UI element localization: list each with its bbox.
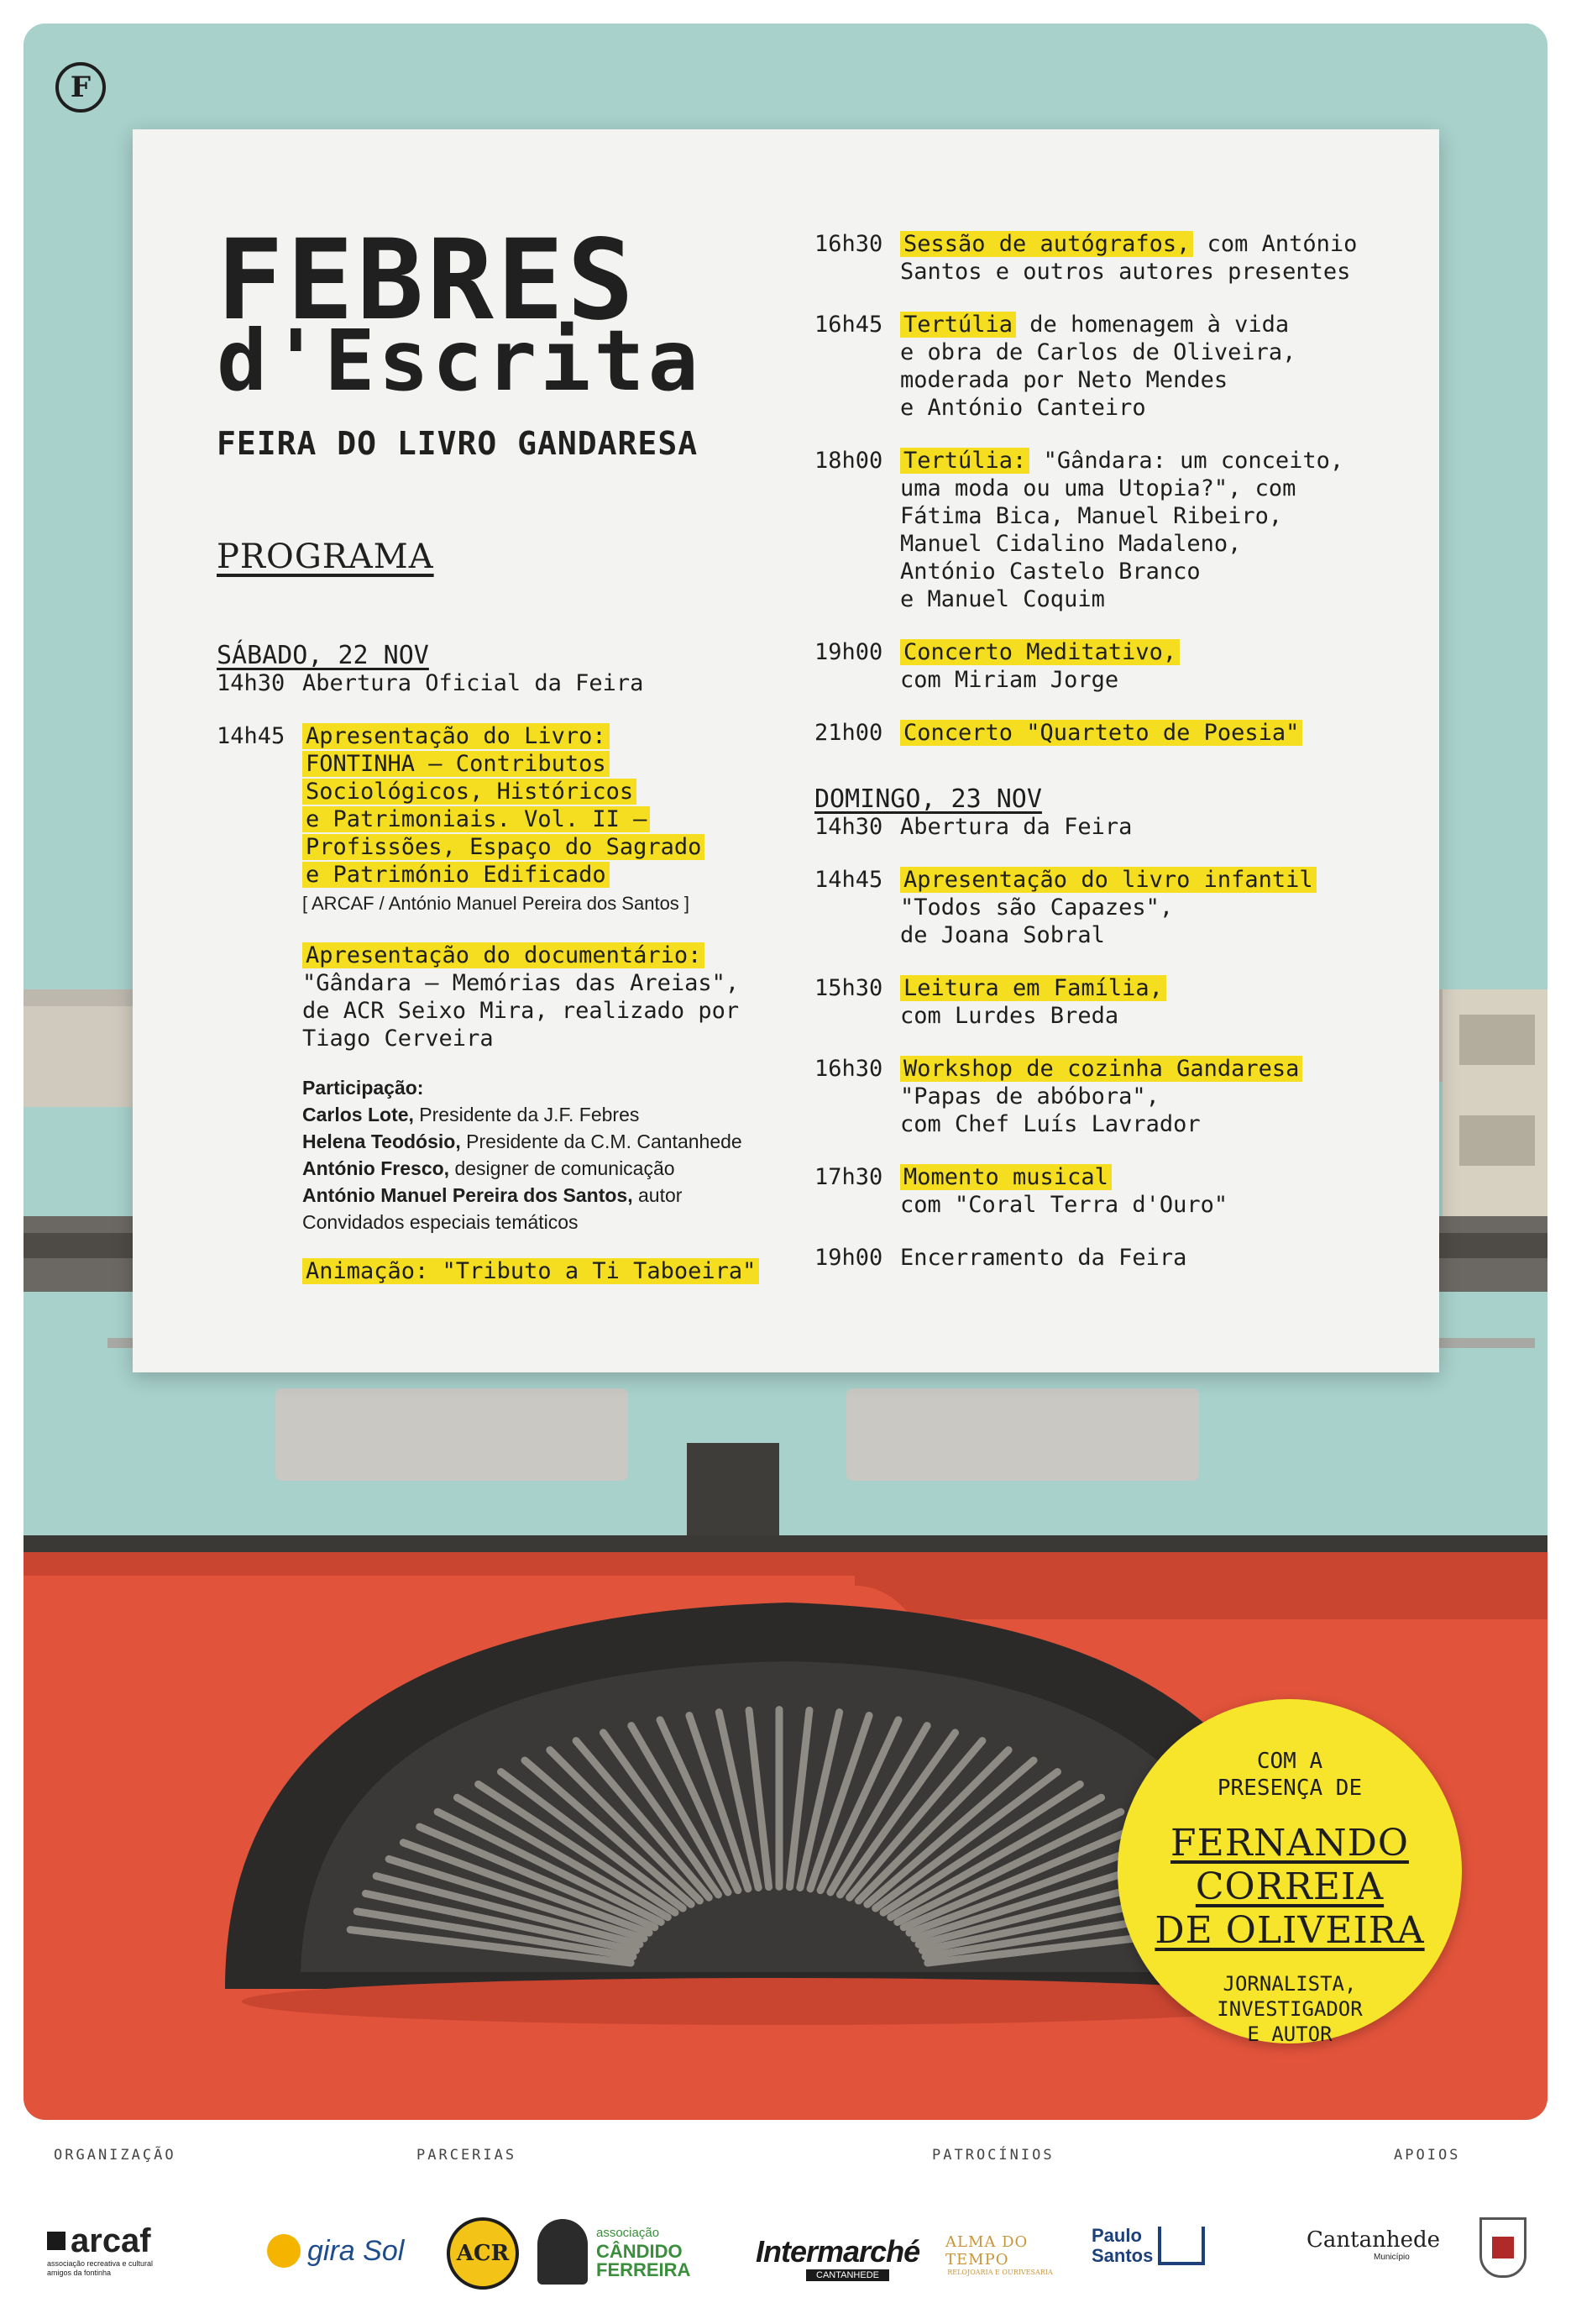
guest-role: JORNALISTA, [1223,1972,1357,1996]
participation-heading: Participação: [302,1077,424,1099]
poster [24,24,1547,2120]
label-apoios: APOIOS [1394,2147,1461,2164]
highlighted-text: Workshop de cozinha Gandaresa [900,1056,1302,1082]
highlighted-text: e Património Edificado [302,862,610,888]
event-line: António Castelo Branco [900,559,1201,585]
highlighted-text: Tertúlia [900,312,1016,338]
sunday-heading: DOMINGO, 23 NOV [814,784,1042,814]
program-item [814,813,1419,841]
program-item [217,722,796,916]
label-patrocinios: PATROCÍNIOS [932,2147,1055,2164]
event-line: de homenagem à vida [1016,312,1290,338]
title-line-1: FEBRES [217,216,637,345]
coat-of-arms-icon [1479,2217,1526,2278]
program-item [217,942,796,1052]
guest-badge [1118,1699,1462,2046]
sunflower-icon [267,2234,301,2268]
program-item [814,719,1419,747]
event-line: "Papas de abóbora", [900,1083,1160,1110]
paper-guide-left [275,1388,628,1481]
program-item [814,447,1419,613]
event-time: 15h30 [814,975,883,1001]
event-description [302,942,796,1052]
program-left-column [217,642,796,1285]
event-line: "Todos são Capazes", [900,894,1174,921]
event-line: Manuel Cidalino Madaleno, [900,531,1242,557]
label-parcerias: PARCERIAS [416,2147,517,2164]
logo-candido-ferreira: associação CÂNDIDO FERREIRA [537,2219,690,2285]
event-description [302,722,796,916]
program-item [814,1163,1419,1219]
sponsors-footer [0,2133,1571,2324]
arcaf-square-icon [47,2232,65,2250]
participant-role: autor [632,1184,683,1206]
program-item [814,1244,1419,1272]
label-organizacao: ORGANIZAÇÃO [54,2147,176,2164]
event-time: 14h30 [814,814,883,840]
logo-paulo-santos: Paulo Santos [1092,2226,1205,2266]
event-line: e obra de Carlos de Oliveira, [900,339,1296,365]
event-line: de ACR Seixo Mira, realizado por [302,998,740,1024]
program-item [217,669,796,697]
guest-intro: COM A [1256,1749,1323,1774]
program-item [814,230,1419,286]
event-time: 16h30 [814,1056,883,1082]
festival-logo: F [55,62,106,113]
program-item [814,1055,1419,1138]
event-description: Encerramento da Feira [900,1245,1187,1271]
logo-girasol: gira Sol [267,2234,404,2268]
participant-name: Carlos Lote, [302,1104,414,1125]
event-line: com "Coral Terra d'Ouro" [900,1192,1228,1218]
event-line: Santos e outros autores presentes [900,259,1351,285]
program-sheet [133,129,1439,1372]
event-time: 14h30 [217,670,285,696]
participation-block [217,1074,796,1235]
highlighted-text: Apresentação do documentário: [302,942,704,968]
event-time: 19h00 [814,1245,883,1271]
left-roller [24,1006,149,1107]
paper-guide-right [846,1388,1199,1481]
guest-role: E AUTOR [1247,2022,1333,2046]
guest-name: CORREIA [1195,1865,1385,1908]
saturday-heading: SÁBADO, 22 NOV [217,641,429,670]
event-line: "Gândara – Memórias das Areias", [302,970,740,996]
title-line-2: d'Escrita [217,312,702,410]
participant-role: Presidente da J.F. Febres [413,1104,640,1125]
logo-alma-do-tempo: ALMA DO TEMPO RELOJOARIA E OURIVESARIA [945,2232,1053,2276]
program-item [814,974,1419,1030]
house-icon [1158,2227,1205,2265]
event-time: 14h45 [814,867,883,893]
guest-role: INVESTIGADOR [1217,1997,1363,2021]
event-line: Tiago Cerveira [302,1026,494,1052]
portrait-icon [537,2219,588,2285]
participant-name: António Manuel Pereira dos Santos, [302,1184,633,1206]
event-line: uma moda ou uma Utopia?", com [900,475,1296,501]
event-time: 19h00 [814,639,883,665]
event-line: e António Canteiro [900,395,1146,421]
event-time: 17h30 [814,1164,883,1190]
event-description: Abertura da Feira [900,814,1133,840]
event-line: de Joana Sobral [900,922,1105,948]
event-description: Abertura Oficial da Feira [302,670,644,696]
event-line: com Chef Luís Lavrador [900,1111,1201,1137]
event-time: 14h45 [217,723,285,749]
program-item [217,1257,796,1285]
event-time: 18h00 [814,448,883,474]
logo-cantanhede: Cantanhede Município [1307,2227,1440,2262]
event-line: com António [1193,231,1358,257]
event-line: e Manuel Coquim [900,586,1105,612]
event-time: 16h45 [814,312,883,338]
guest-name: FERNANDO [1170,1822,1409,1865]
event-line: moderada por Neto Mendes [900,367,1228,393]
logo-intermarche: Intermarché CANTANHEDE [756,2234,920,2280]
participant-note: Convidados especiais temáticos [302,1211,579,1233]
highlighted-text: Apresentação do Livro: [302,723,610,749]
event-credit: [ ARCAF / António Manuel Pereira dos Santos ] [302,893,690,914]
logo-acr: ACR [447,2217,519,2290]
event-time: 21h00 [814,720,883,746]
participant-name: Helena Teodósio, [302,1131,461,1152]
highlighted-text: Momento musical [900,1164,1112,1190]
guest-name: DE OLIVEIRA [1155,1909,1425,1952]
highlighted-text: e Patrimoniais. Vol. II – [302,806,650,832]
highlighted-text: Profissões, Espaço do Sagrado [302,834,704,860]
highlighted-text: Apresentação do livro infantil [900,867,1317,893]
logo-arcaf: arcaf associação recreativa e cultural amigos da fontinha [47,2222,154,2277]
highlighted-text: Animação: "Tributo a Ti Taboeira" [302,1258,759,1284]
highlighted-text: Leitura em Família, [900,975,1166,1001]
program-right-column [814,230,1419,1272]
highlighted-text: FONTINHA – Contributos [302,751,610,777]
guest-intro: PRESENÇA DE [1217,1776,1363,1801]
highlighted-text: Concerto "Quarteto de Poesia" [900,720,1302,746]
program-item [814,638,1419,694]
event-time: 16h30 [814,231,883,257]
event-line: Fátima Bica, Manuel Ribeiro, [900,503,1283,529]
highlighted-text: Sessão de autógrafos, [900,231,1193,257]
event-line: com Miriam Jorge [900,667,1119,693]
participant-name: António Fresco, [302,1157,450,1179]
program-item [814,866,1419,949]
program-heading: PROGRAMA [217,538,434,576]
highlighted-text: Tertúlia: [900,448,1029,474]
highlighted-text: Concerto Meditativo, [900,639,1180,665]
event-line: "Gândara: um conceito, [1029,448,1344,474]
program-item [814,311,1419,422]
highlighted-text: Sociológicos, Históricos [302,779,636,805]
event-line: com Lurdes Breda [900,1003,1119,1029]
event-subtitle: FEIRA DO LIVRO GANDARESA [217,425,699,462]
participant-role: designer de comunicação [449,1157,675,1179]
participant-role: Presidente da C.M. Cantanhede [460,1131,742,1152]
